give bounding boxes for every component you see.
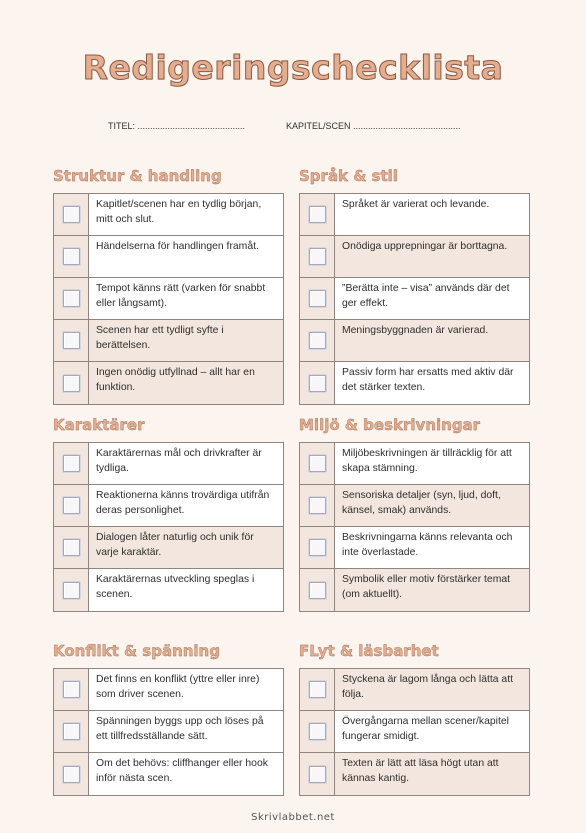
checkbox[interactable] <box>63 539 80 556</box>
checkbox-cell <box>54 362 89 404</box>
checklist-item-text: Reaktionerna känns trovärdiga utifrån deras personlighet. <box>96 490 270 517</box>
checkbox[interactable] <box>309 375 326 392</box>
checklist-item <box>300 362 529 404</box>
checkbox-cell <box>54 711 89 752</box>
checklist-item-text: Onödiga upprepningar är borttagna. <box>342 241 508 252</box>
checkbox[interactable] <box>63 455 80 472</box>
checklist-item <box>300 753 529 795</box>
checklist-item-text: Karaktärernas utveckling speglas i scenen. <box>96 574 255 601</box>
checkbox[interactable] <box>309 681 326 698</box>
checkbox[interactable] <box>309 766 326 783</box>
checklist-item <box>54 362 283 404</box>
checklist-item <box>300 569 529 611</box>
checklist-item-text: ”Berätta inte – visa” används där det ger effekt. <box>342 283 510 310</box>
checkbox-cell <box>300 753 335 795</box>
title-field[interactable]: TITEL: ........................................... <box>108 121 246 131</box>
checkbox-cell <box>300 485 335 526</box>
checklist-item <box>54 527 283 569</box>
checklist-item-text: Tempot känns rätt (varken för snabbt eller långsamt). <box>96 283 266 310</box>
checklist-item-text: Språket är varierat och levande. <box>342 199 490 210</box>
checkbox[interactable] <box>63 375 80 392</box>
section-karaktarer <box>53 414 284 612</box>
section-struktur-handling <box>53 165 284 405</box>
checklist-item <box>300 278 529 320</box>
checklist-item-text: Det finns en konflikt (yttre eller inre) som driver scenen. <box>96 674 260 701</box>
checkbox[interactable] <box>309 332 326 349</box>
checklist-item-text: Meningsbyggnaden är varierad. <box>342 325 489 336</box>
checklist-item-text: Symbolik eller motiv förstärker temat (om aktuellt). <box>342 574 511 601</box>
checklist-item <box>300 320 529 362</box>
checklist-item-text: Sensoriska detaljer (syn, ljud, doft, känsel, smak) används. <box>342 490 501 517</box>
checkbox-cell <box>300 527 335 568</box>
checkbox-cell <box>54 443 89 484</box>
checklist-item <box>54 278 283 320</box>
checklist-item <box>300 527 529 569</box>
checkbox-cell <box>300 236 335 277</box>
checkbox[interactable] <box>63 248 80 265</box>
checklist-item-text: Om det behövs: cliffhanger eller hook inför nästa scen. <box>96 758 268 785</box>
checklist-item-text: Övergångarna mellan scener/kapitel fungerar smidigt. <box>342 716 509 743</box>
checklist-item <box>300 669 529 711</box>
checkbox[interactable] <box>309 455 326 472</box>
checklist-item <box>300 711 529 753</box>
section-sprak-stil <box>299 165 530 405</box>
checkbox-cell <box>54 669 89 710</box>
checkbox[interactable] <box>63 681 80 698</box>
checkbox-cell <box>54 194 89 235</box>
checklist-item <box>54 194 283 236</box>
checklist-item <box>54 753 283 795</box>
checkbox-cell <box>300 569 335 611</box>
checkbox[interactable] <box>309 497 326 514</box>
checklist-item <box>300 236 529 278</box>
section-heading: Karaktärer <box>53 416 145 434</box>
checklist-item-text: Passiv form har ersatts med aktiv där det stärker texten. <box>342 367 514 394</box>
checkbox-cell <box>300 278 335 319</box>
checkbox-cell <box>54 278 89 319</box>
checklist-item <box>300 443 529 485</box>
checklist-item-text: Karaktärernas mål och drivkrafter är tydliga. <box>96 448 262 475</box>
checklist-item-text: Scenen har ett tydligt syfte i berättelsen. <box>96 325 224 352</box>
checkbox-cell <box>300 362 335 404</box>
checkbox-cell <box>54 320 89 361</box>
checkbox-cell <box>300 669 335 710</box>
checklist-item-text: Styckena är lagom långa och lätta att följa. <box>342 674 513 701</box>
checkbox-cell <box>54 236 89 277</box>
checkbox-cell <box>54 527 89 568</box>
checklist-item-text: Spänningen byggs upp och löses på ett tillfredsställande sätt. <box>96 716 264 743</box>
checkbox[interactable] <box>63 332 80 349</box>
checkbox[interactable] <box>309 206 326 223</box>
checklist-item-text: Miljöbeskrivningen är tillräcklig för att skapa stämning. <box>342 448 512 475</box>
section-heading: Språk & stil <box>299 167 398 185</box>
checklist-item <box>300 194 529 236</box>
checklist-item <box>54 443 283 485</box>
checkbox[interactable] <box>309 290 326 307</box>
checkbox-cell <box>300 443 335 484</box>
checkbox[interactable] <box>63 582 80 599</box>
checkbox-cell <box>54 569 89 611</box>
checkbox[interactable] <box>309 248 326 265</box>
checklist-item <box>54 485 283 527</box>
checklist-item-text: Kapitlet/scenen har en tydlig början, mitt och slut. <box>96 199 262 226</box>
checklist <box>299 442 530 612</box>
section-konflikt-spanning <box>53 640 284 796</box>
checklist <box>53 442 284 612</box>
checklist <box>53 193 284 405</box>
page-title: Redigeringschecklista <box>82 48 504 87</box>
checklist <box>299 668 530 796</box>
checkbox[interactable] <box>309 539 326 556</box>
checklist <box>299 193 530 405</box>
checklist-item <box>54 711 283 753</box>
section-miljo-beskrivningar <box>299 414 530 612</box>
checkbox[interactable] <box>309 582 326 599</box>
checkbox-cell <box>54 485 89 526</box>
checkbox[interactable] <box>63 497 80 514</box>
section-flyt-lasbarhet <box>299 640 530 796</box>
checkbox-cell <box>54 753 89 795</box>
section-heading: Struktur & handling <box>53 167 222 185</box>
footer-site: Skrivlabbet.net <box>251 812 335 823</box>
checklist <box>53 668 284 796</box>
checkbox[interactable] <box>63 766 80 783</box>
section-heading: FLyt & läsbarhet <box>299 642 439 660</box>
checklist-item <box>54 569 283 611</box>
checklist-item-text: Ingen onödig utfyllnad – allt har en funktion. <box>96 367 255 394</box>
checklist-item-text: Händelserna för handlingen framåt. <box>96 241 259 252</box>
checklist-item <box>300 485 529 527</box>
checkbox-cell <box>300 194 335 235</box>
checkbox[interactable] <box>309 723 326 740</box>
section-heading: Konflikt & spänning <box>53 642 220 660</box>
section-heading: Miljö & beskrivningar <box>299 416 481 434</box>
checkbox[interactable] <box>63 723 80 740</box>
checklist-item-text: Dialogen låter naturlig och unik för varje karaktär. <box>96 532 254 559</box>
checkbox-cell <box>300 711 335 752</box>
checkbox[interactable] <box>63 206 80 223</box>
checklist-item-text: Beskrivningarna känns relevanta och inte överlastade. <box>342 532 513 559</box>
checklist-item <box>54 320 283 362</box>
checklist-item-text: Texten är lätt att läsa högt utan att kännas kantig. <box>342 758 499 785</box>
checkbox-cell <box>300 320 335 361</box>
checkbox[interactable] <box>63 290 80 307</box>
checklist-item <box>54 236 283 278</box>
checklist-item <box>54 669 283 711</box>
chapter-field[interactable]: KAPITEL/SCEN ........................................... <box>286 121 461 131</box>
